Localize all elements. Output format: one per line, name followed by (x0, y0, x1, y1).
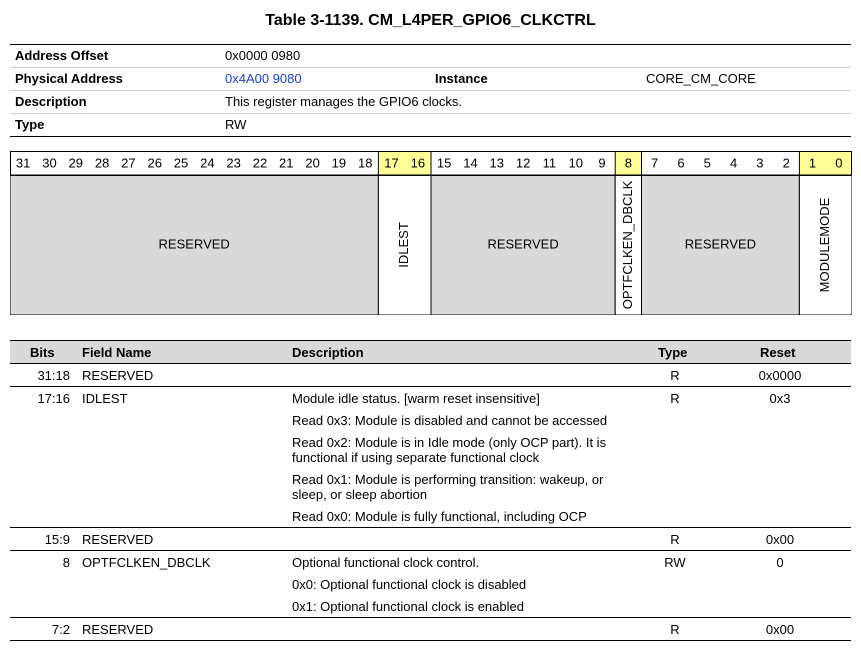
cell-field: RESERVED (82, 622, 154, 637)
header-bits: Bits (30, 345, 55, 360)
cell-type: R (670, 368, 680, 383)
cell-description: Read 0x0: Module is fully functional, including OCP (292, 509, 587, 524)
table-row (10, 528, 851, 551)
address-offset-value: 0x0000 0980 (225, 48, 301, 63)
cell-bits: 31:18 (37, 368, 70, 383)
bit-number: 15 (436, 155, 452, 171)
cell-type: R (670, 532, 680, 547)
header-reset: Reset (760, 345, 796, 360)
bit-number: 16 (410, 155, 426, 171)
cell-description: Optional functional clock control. (292, 555, 480, 570)
table-row-line (10, 364, 851, 386)
cell-description: Read 0x3: Module is disabled and cannot be accessed (292, 413, 608, 428)
bit-number: 1 (808, 155, 817, 171)
table-row-line (10, 595, 851, 617)
bit-number: 26 (147, 155, 162, 171)
cell-field: OPTFCLKEN_DBCLK (82, 555, 211, 570)
bit-number: 18 (357, 155, 373, 171)
type-value: RW (225, 117, 247, 132)
table-title: Table 3-1139. CM_L4PER_GPIO6_CLKCTRL (265, 12, 596, 29)
table-row-line (10, 551, 851, 573)
bit-number: 12 (515, 155, 531, 171)
cell-field: IDLEST (82, 391, 128, 406)
cell-bits: 17:16 (37, 391, 70, 406)
table-row-line (10, 431, 851, 468)
bit-number: 7 (651, 155, 659, 171)
instance-value: CORE_CM_CORE (646, 71, 756, 86)
bit-number: 2 (782, 155, 790, 171)
bit-number: 17 (384, 155, 399, 171)
bit-number: 14 (463, 155, 478, 171)
table-row-line (10, 387, 851, 409)
bit-highlight (799, 151, 852, 175)
cell-description: 0x1: Optional functional clock is enabled (292, 599, 524, 614)
bit-number: 13 (489, 155, 505, 171)
cell-reset: 0x3 (769, 391, 791, 406)
bit-number: 4 (729, 155, 738, 171)
table-row-line (10, 618, 851, 640)
bit-number: 8 (624, 155, 632, 171)
header-description: Description (292, 345, 364, 360)
bit-number: 11 (542, 155, 557, 171)
field-label-reserved: RESERVED (684, 236, 757, 252)
info-row-type (10, 114, 851, 137)
bit-number: 9 (598, 155, 606, 171)
bit-number: 6 (677, 155, 685, 171)
physical-address-link[interactable]: 0x4A00 9080 (225, 71, 302, 86)
table-row-line (10, 409, 851, 431)
cell-field: RESERVED (82, 368, 154, 383)
bit-number: 5 (703, 155, 711, 171)
cell-bits: 8 (62, 555, 70, 570)
cell-reset: 0x00 (765, 622, 795, 637)
bitfield-svg (10, 151, 852, 315)
cell-type: R (670, 622, 680, 637)
address-offset-label: Address Offset (15, 48, 109, 63)
cell-bits: 15:9 (44, 532, 70, 547)
info-row-description (10, 91, 851, 114)
cell-reset: 0x0000 (758, 368, 802, 383)
bit-number: 0 (835, 155, 843, 171)
type-label: Type (15, 117, 45, 132)
description-label: Description (15, 94, 87, 109)
cell-field: RESERVED (82, 532, 154, 547)
bit-number: 29 (68, 155, 84, 171)
field-label-optfclken_dbclk: OPTFCLKEN_DBCLK (619, 180, 635, 310)
table-row-line (10, 528, 851, 550)
table-row (10, 618, 851, 641)
table-row (10, 364, 851, 387)
cell-description: Module idle status. [warm reset insensitive] (292, 391, 540, 406)
cell-type: RW (664, 555, 686, 570)
table-row (10, 387, 851, 528)
header-type: Type (658, 345, 688, 360)
table-row (10, 551, 851, 618)
description-value: This register manages the GPIO6 clocks. (225, 94, 462, 109)
physical-address-label: Physical Address (15, 71, 123, 86)
cell-description: Read 0x2: Module is in Idle mode (only OCP part). It is functional if using separate functional clock (292, 435, 607, 465)
bit-number: 10 (568, 155, 583, 171)
field-label-modulemode: MODULEMODE (817, 197, 833, 293)
bit-number: 3 (756, 155, 764, 171)
cell-description: Read 0x1: Module is performing transition: wakeup, or sleep, or sleep abortion (292, 472, 604, 502)
instance-label: Instance (435, 71, 488, 86)
bit-number: 27 (121, 155, 136, 171)
bit-number: 21 (279, 155, 294, 171)
field-label-idlest: IDLEST (396, 222, 412, 268)
table-row-line (10, 468, 851, 505)
cell-type: R (670, 391, 680, 406)
cell-reset: 0 (776, 555, 784, 570)
table-body (10, 364, 851, 641)
header-field-name: Field Name (82, 345, 152, 360)
info-row-physical-address (10, 68, 851, 91)
table-row-line (10, 573, 851, 595)
bit-number: 20 (305, 155, 320, 171)
table-header (10, 340, 851, 364)
bitfield-diagram (10, 151, 852, 315)
bit-number: 25 (173, 155, 189, 171)
info-row-address-offset (10, 44, 851, 68)
bit-number: 30 (42, 155, 57, 171)
field-label-reserved: RESERVED (158, 236, 230, 252)
cell-bits: 7:2 (51, 622, 70, 637)
bit-number: 23 (226, 155, 241, 171)
bit-number: 31 (15, 155, 31, 171)
register-info (10, 44, 851, 137)
bit-number: 28 (94, 155, 110, 171)
bit-number: 22 (252, 155, 268, 171)
table-row-line (10, 505, 851, 527)
bit-number: 19 (331, 155, 347, 171)
bit-number: 24 (200, 155, 215, 171)
cell-description: 0x0: Optional functional clock is disabled (292, 577, 527, 592)
field-description-table (10, 340, 851, 641)
cell-reset: 0x00 (765, 532, 795, 547)
field-label-reserved: RESERVED (487, 236, 559, 252)
